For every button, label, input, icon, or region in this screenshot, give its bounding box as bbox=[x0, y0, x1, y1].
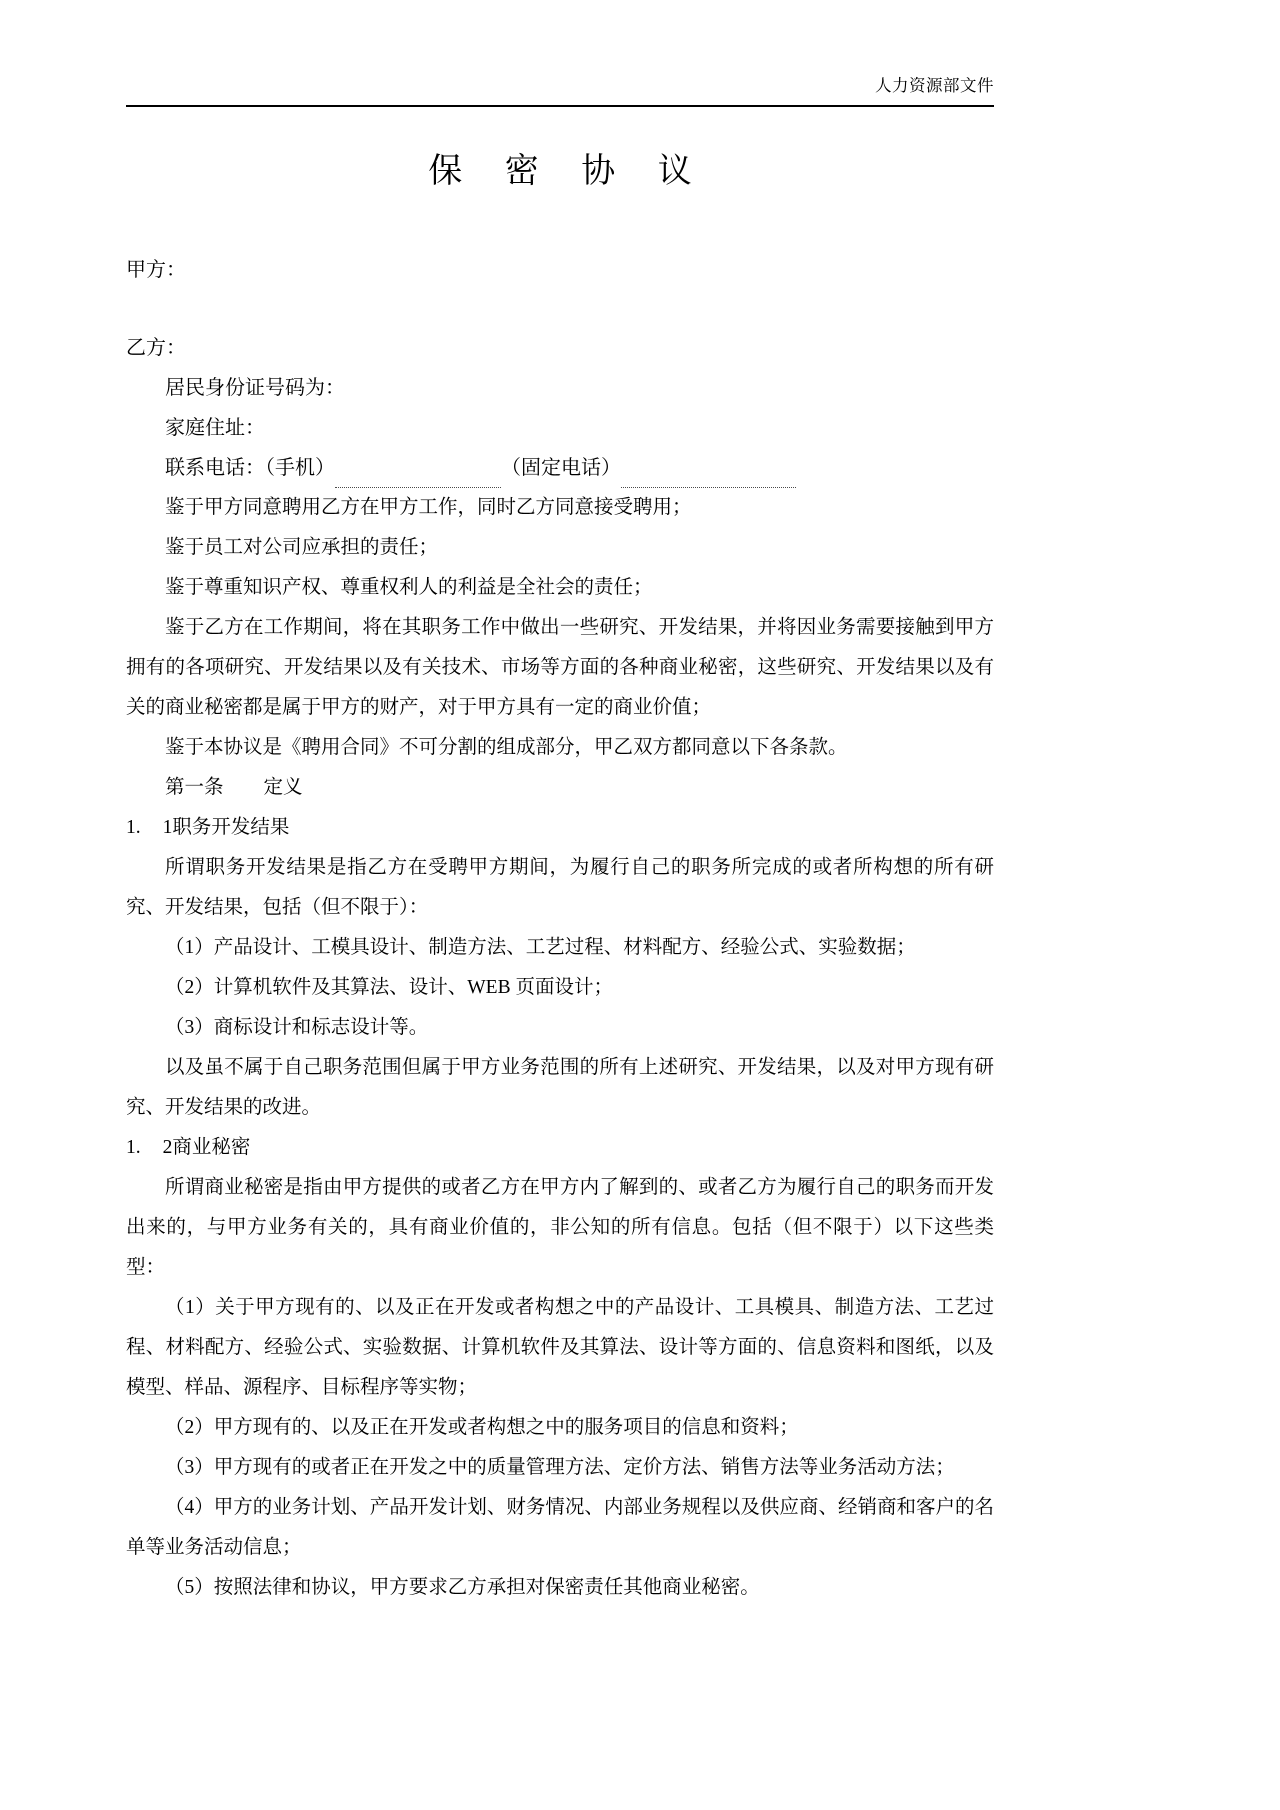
page-title: 保 密 协 议 bbox=[428, 152, 709, 190]
section-1-2-item: （5）按照法律和协议，甲方要求乙方承担对保密责任其他商业秘密。 bbox=[165, 1576, 760, 1598]
landline-blank[interactable] bbox=[621, 467, 796, 488]
recital-paragraph: 鉴于尊重知识产权、尊重权利人的利益是全社会的责任； bbox=[165, 576, 653, 598]
section-1-2-sub: 2 bbox=[162, 1136, 173, 1158]
recital-paragraph: 鉴于乙方在工作期间，将在其职务工作中做出一些研究、开发结果，并将因业务需要接触到甲方拥有的各项研究、开发结果以及有关技术、市场等方面的各种商业秘密，这些研究、开发结果以及有关的商业秘密都是属于甲方的财产，对于甲方具有一定的商业价值； bbox=[126, 616, 994, 718]
section-1-2-heading bbox=[126, 1128, 994, 1168]
section-1-1-item: （1）产品设计、工模具设计、制造方法、工艺过程、材料配方、经验公式、实验数据； bbox=[165, 936, 916, 958]
home-address-line bbox=[126, 408, 994, 448]
article-one-name: 定义 bbox=[263, 776, 303, 798]
contact-phone-line bbox=[126, 448, 994, 488]
document-header bbox=[126, 0, 994, 96]
recital-paragraph: 鉴于员工对公司应承担的责任； bbox=[165, 536, 439, 558]
home-address-label: 家庭住址： bbox=[165, 416, 265, 439]
section-1-1-heading bbox=[126, 808, 994, 848]
id-number-line bbox=[126, 368, 994, 408]
party-a-line bbox=[126, 250, 994, 290]
party-b-label: 乙方： bbox=[126, 336, 186, 359]
section-1-1-title: 职务开发结果 bbox=[172, 816, 290, 838]
mobile-phone-blank[interactable] bbox=[335, 467, 501, 488]
section-1-1-item: （2）计算机软件及其算法、设计、WEB 页面设计； bbox=[165, 976, 613, 998]
section-1-2-item: （2）甲方现有的、以及正在开发或者构想之中的服务项目的信息和资料； bbox=[165, 1416, 799, 1438]
article-one-number: 第一条 bbox=[165, 776, 224, 798]
landline-label: （固定电话） bbox=[501, 456, 621, 479]
section-1-1-number: 1. bbox=[126, 816, 141, 838]
mobile-phone-label: 联系电话：（手机） bbox=[165, 456, 335, 479]
section-1-2-intro: 所谓商业秘密是指由甲方提供的或者乙方在甲方内了解到的、或者乙方为履行自己的职务而开发出来的，与甲方业务有关的，具有商业价值的，非公知的所有信息。包括（但不限于）以下这些类型： bbox=[126, 1176, 994, 1278]
recital-paragraph: 鉴于本协议是《聘用合同》不可分割的组成部分，甲乙双方都同意以下各条款。 bbox=[165, 736, 848, 758]
party-gap bbox=[126, 290, 994, 328]
section-1-1-sub: 1 bbox=[162, 816, 173, 838]
section-1-2-title: 商业秘密 bbox=[172, 1136, 251, 1158]
section-1-1-item: （3）商标设计和标志设计等。 bbox=[165, 1016, 429, 1038]
party-b-line bbox=[126, 328, 994, 368]
section-1-2-item: （3）甲方现有的或者正在开发之中的质量管理方法、定价方法、销售方法等业务活动方法； bbox=[165, 1456, 955, 1478]
title-spacer bbox=[126, 194, 994, 250]
party-a-label: 甲方： bbox=[126, 258, 186, 281]
section-1-2-item: （4）甲方的业务计划、产品开发计划、财务情况、内部业务规程以及供应商、经销商和客户的名单等业务活动信息； bbox=[126, 1496, 994, 1558]
document-body bbox=[126, 0, 994, 1608]
section-1-2-number: 1. bbox=[126, 1136, 141, 1158]
article-one-heading bbox=[126, 768, 994, 808]
id-number-label: 居民身份证号码为： bbox=[165, 376, 345, 399]
recital-paragraph: 鉴于甲方同意聘用乙方在甲方工作，同时乙方同意接受聘用； bbox=[165, 496, 692, 518]
section-1-1-intro: 所谓职务开发结果是指乙方在受聘甲方期间，为履行自己的职务所完成的或者所构想的所有研究、开发结果，包括（但不限于）： bbox=[126, 856, 994, 918]
section-1-2-item: （1）关于甲方现有的、以及正在开发或者构想之中的产品设计、工具模具、制造方法、工艺过程、材料配方、经验公式、实验数据、计算机软件及其算法、设计等方面的、信息资料和图纸，以及模型、样品、源程序、目标程序等实物； bbox=[126, 1296, 994, 1398]
header-divider bbox=[126, 105, 994, 107]
header-department-label: 人力资源部文件 bbox=[875, 76, 994, 95]
section-1-1-closing: 以及虽不属于自己职务范围但属于甲方业务范围的所有上述研究、开发结果，以及对甲方现有研究、开发结果的改进。 bbox=[126, 1056, 994, 1118]
